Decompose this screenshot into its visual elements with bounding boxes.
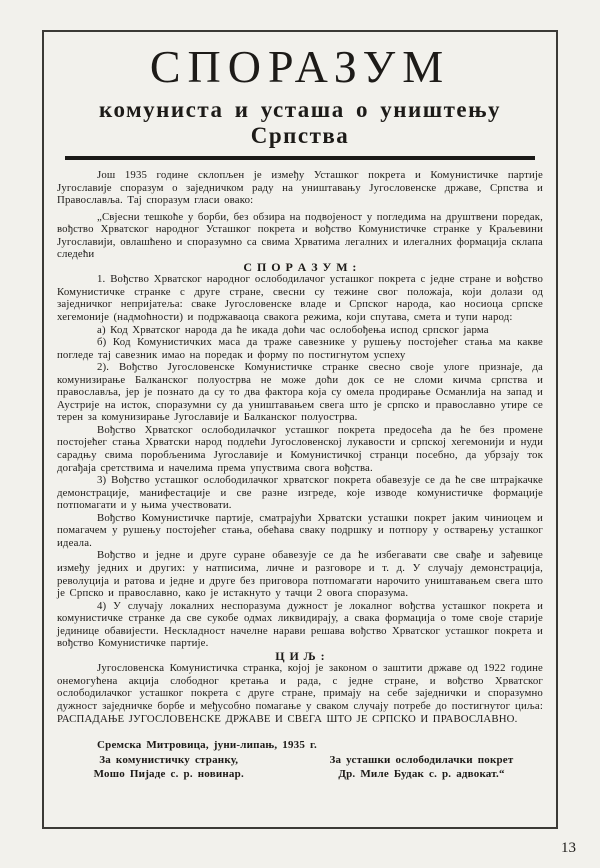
paragraph-preamble: „Свјесни тешкоће у борби, без обзира на подвојеност у погледима на друштвени поредак, вођство Хрватског народног Усташког покрета и вођство Комунистичке странке у Краљевини Југославији, овлашћено и споразумно са свима Хрватима легалних и илегалних формација склапа следећи xyxy=(57,210,543,261)
document-title: СПОРАЗУМ xyxy=(149,41,451,92)
section-heading-sporazum: С П О Р А З У М : xyxy=(243,259,357,274)
paragraph-point-1b: б) Код Комунистичких маса да траже савезнике у рушењу постојећег стања ма какве погледе тај савезник имао на поредак и форму по постигнутом успеху xyxy=(57,336,543,361)
paragraph-intro: Још 1935 године склопљен је између Усташког покрета и Комунистичке партије Југославије споразум о заједничком раду на уништавању Југословенске државе, Српства и Православља. Тај споразум гласи овако: xyxy=(57,169,543,207)
dateline: Сремска Митровица, јуни-липањ, 1935 г. xyxy=(97,739,317,752)
document-subtitle: комуниста и усташа о уништењу Српства xyxy=(99,97,501,148)
signature-right-name: Др. Миле Будак с. р. адвокат.“ xyxy=(338,768,505,781)
paragraph-communist-party: Вођство Комунистичке партије, сматрајући Хрватски усташки покрет јаким чиниоцем и помагачем у рушењу постојећег стања, обећава сваку подршку и потпору у остварењу усташког идеала. xyxy=(57,511,543,549)
signature-ustasha-movement xyxy=(300,753,543,781)
signature-columns xyxy=(57,753,543,781)
paragraph-point-1: 1. Вођство Хрватског народног ослободилачог усташког покрета с једне стране и вођство Комунистичке странке с друге стране, свесни су тежине свог положаја, који долази од заједничког непријатеља: сваке Југословенске владе и Српског народа, као носиоца српске хегемоније (надмоћности) и подржаваоца свакога режима, који спутава, смета и тупи народ: xyxy=(57,273,543,324)
signature-left-role: За комунистичку странку, xyxy=(99,754,239,767)
document-body xyxy=(57,169,543,725)
signature-left-name: Мошо Пијаде с. р. новинар. xyxy=(93,768,244,781)
paragraph-point-2: 2). Вођство Југословенске Комунистичке странке свесно своје улоге признаје, да комунизирање Балканског полуострва не може доћи док се не сломи кичма српства и православља, јер је познато да су то два фактора која су омела продирање Османлија на запад и Аустрије на исток, споразумни су да уништавањем свега што је српско и православно утире се терен за комунизирање Југославије и Балканског полуострва. xyxy=(57,361,543,424)
page-number: 13 xyxy=(561,840,576,856)
document-frame xyxy=(42,30,558,829)
section-heading-cilj: Ц И Љ : xyxy=(275,648,325,663)
paragraph-ustasha-leadership: Вођство Хрватског ослободилачког усташког покрета предосећа да ће без промене постојећег стања Хрватски народ подлећи Југословенској лукавости и српској хегемонији и нуди сарадњу свима поробљенима Југославије и Комунистичкој странци посебно, да убрзају ток догађаја сретствима и начелима према упуствима свога вођства. xyxy=(57,423,543,474)
signature-communist-party xyxy=(57,753,281,781)
paragraph-point-3: 3) Вођство усташког ослободилачког хрватског покрета обавезује се да ће све штрајкачке демонстрације, манифестације и све разне изгреде, које изводе комунистичке формације потпомагати и у њима учествовати. xyxy=(57,474,543,512)
title-divider-rule xyxy=(65,156,535,160)
paragraph-point-1a: а) Код Хрватског народа да ће икада доћи час ослобођења испод српског јарма xyxy=(97,323,489,336)
signature-block xyxy=(57,738,543,781)
signature-right-role: За усташки ослободилачки покрет xyxy=(329,754,514,767)
paragraph-goal: Југословенска Комунистичка странка, којој је законом о заштити државе од 1922 године онемогућена акција слободног кретања и рада, с једне стране, и вођство Хрватског ослободилачког усташког покрета с друге стране, примају на себе заједнички и споразумно дужност заједничке борбе и међусобно помагање у сваком случају потребе до постигнутог циља: РАСПАДАЊЕ ЈУГОСЛОВЕНСКЕ ДРЖАВЕ И СВЕГА ШТО ЈЕ СРПСКО И ПРАВОСЛАВНО. xyxy=(57,662,543,725)
paragraph-point-4: 4) У случају локалних неспоразума дужност је локалног вођства усташког покрета и комунистичке странке да све сукобе одмах ликвидирају, а свака формација о томе своје старије јединице обавијести. Нескладност начелне нарави решава вођство Хрватског усташког покрета и вођство Комунистичке партије. xyxy=(57,599,543,650)
paragraph-mutual-obligations: Вођство и једне и друге суране обавезује се да ће избегавати све свађе и зађевице између једних и других: у натписима, личне и разговоре и т. д. У случају демонстрација, револуција и ратова и једне и друге без приговора потпомагати нарочито уништавањем свега што је Српско и православно, како је истакнуто у тачци 2 овога споразума. xyxy=(57,549,543,600)
